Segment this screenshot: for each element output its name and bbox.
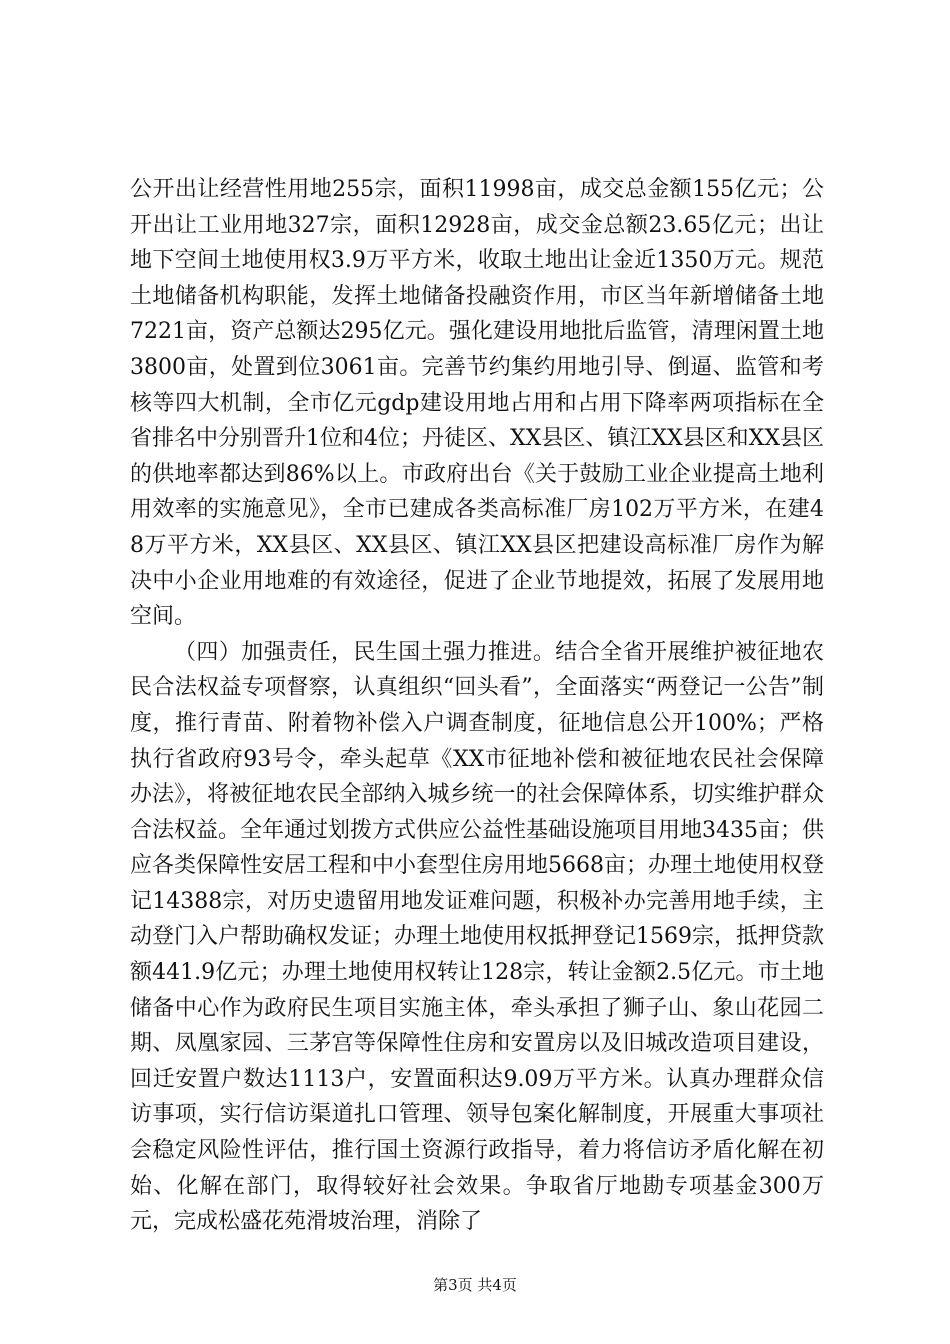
paragraph-livelihood-land: （四）加强责任，民生国土强力推进。结合全省开展维护被征地农民合法权益专项督察，认真组织“回头看”，全面落实“两登记一公告”制度，推行青苗、附着物补偿入户调查制度，征地信息公开100%；严格执行省政府93号令，牵头起草《XX市征地补偿和被征地农民社会保障办法》，将被征地农民全部纳入城乡统一的社会保障体系，切实维护群众合法权益。全年通过划拨方式供应公益性基础设施项目用地3435亩；供应各类保障性安居工程和中小套型住房用地5668亩；办理土地使用权登记14388宗，对历史遗留用地发证难问题，积极补办完善用地手续，主动登门入户帮助确权发证；办理土地使用权抵押登记1569宗，抵押贷款额441.9亿元；办理土地使用权转让128宗，转让金额2.5亿元。市土地储备中心作为政府民生项目实施主体，牵头承担了狮子山、象山花园二期、凤凰家园、三茅宫等保障性住房和安置房以及旧城改造项目建设，回迁安置户数达1113户，安置面积达9.09万平方米。认真办理群众信访事项，实行信访渠道扎口管理、领导包案化解制度，开展重大事项社会稳定风险性评估，推行国土资源行政指导，着力将信访矛盾化解在初始、化解在部门，取得较好社会效果。争取省厅地勘专项基金300万元，完成松盛花苑滑坡治理，消除了 bbox=[130, 639, 824, 1235]
paragraph-land-transfer: 公开出让经营性用地255宗，面积11998亩，成交总金额155亿元；公开出让工业用地327宗，面积12928亩，成交金总额23.65亿元；出让地下空间土地使用权3.9万平方米，收取土地出让金近1350万元。规范土地储备机构职能，发挥土地储备投融资作用，市区当年新增储备土地7221亩，资产总额达295亿元。强化建设用地批后监管，清理闲置土地3800亩，处置到位3061亩。完善节约集约用地引导、倒逼、监管和考核等四大机制，全市亿元gdp建设用地占用和占用下降率两项指标在全省排名中分别晋升1位和4位；丹徒区、XX县区、镇江XX县区和XX县区的供地率都达到86%以上。市政府出台《关于鼓励工业企业提高土地利用效率的实施意见》，全市已建成各类高标准厂房102万平方米，在建48万平方米，XX县区、XX县区、镇江XX县区把建设高标准厂房作为解决中小企业用地难的有效途径，促进了企业节地提效，拓展了发展用地空间。 bbox=[130, 177, 824, 630]
page-footer bbox=[0, 1275, 950, 1295]
document-body bbox=[130, 172, 824, 1240]
page-number: 第3页 共4页 bbox=[433, 1276, 517, 1294]
